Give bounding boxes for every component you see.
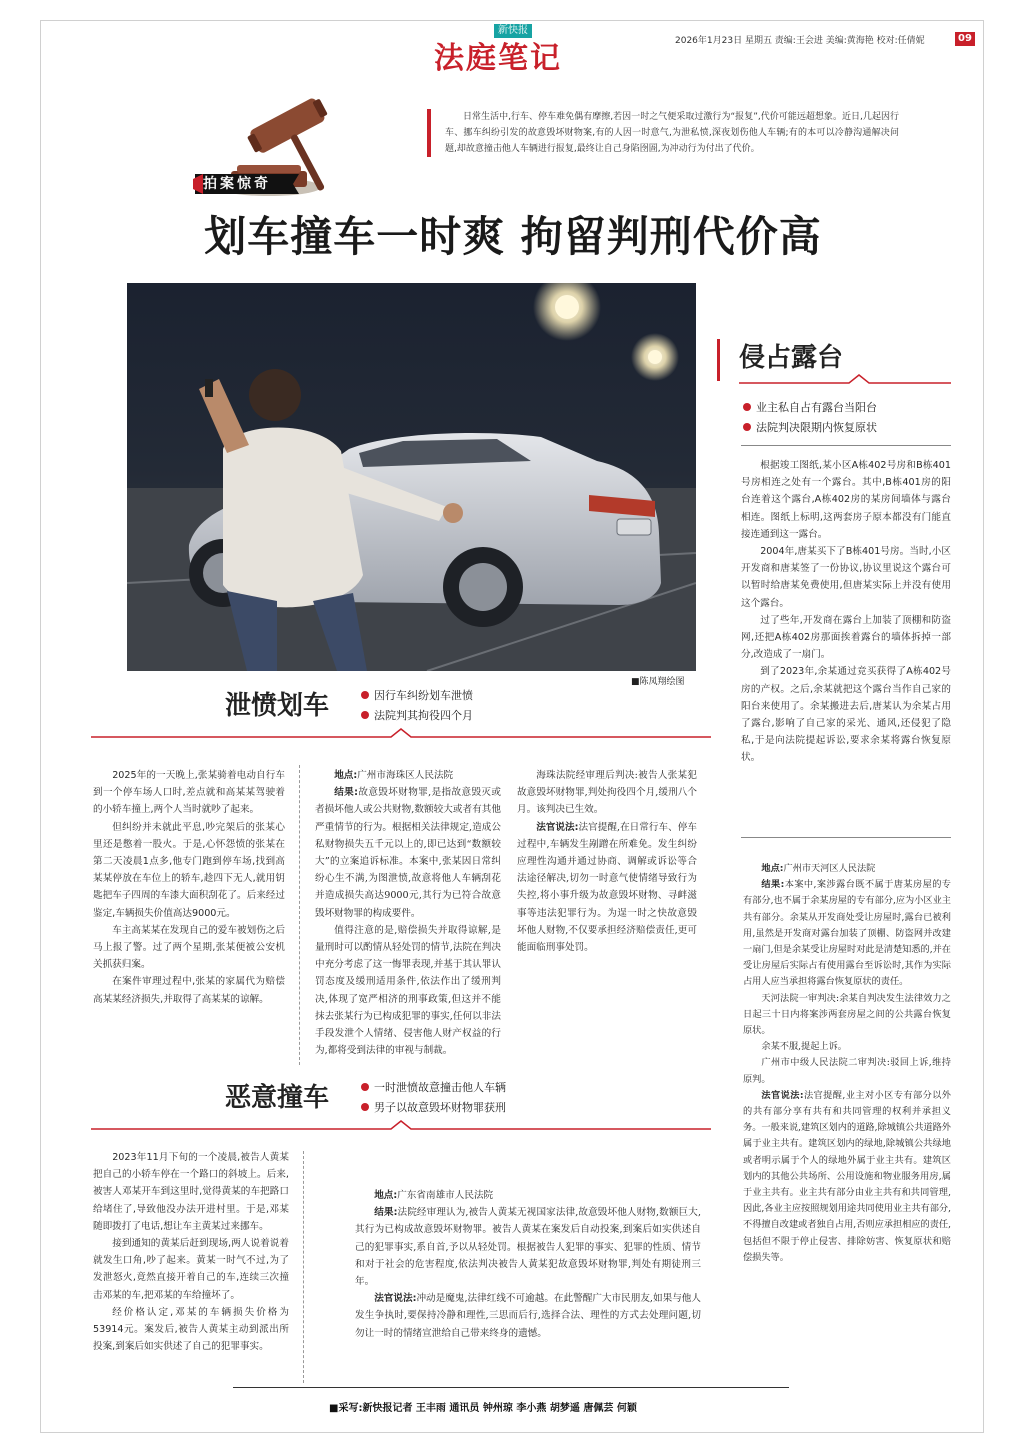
footer-rule bbox=[233, 1387, 789, 1388]
story2-case: 地点:广东省南雄市人民法院 结果:法院经审理认为,被告人黄某无视国家法律,故意毁坏他人财物,数额巨大,其行为已构成故意毁坏财物罪。被告人黄某在案发后自动投案,到案后如实供述自己的犯罪事实,系自首,予以从轻处罚。根据被告人犯罪的事实、犯罪的性质、情节和对于社会的危害程度,依法判决被告人黄某犯故意毁坏财物罪,判处有期徒刑三年。 法官说法:冲动是魔鬼,法律红线不可逾越。在此警醒广大市民朋友,如果与他人发生争执时,要保持冷静和理性,三思而后行,选择合法、理性的方式去处理问题,切勿让一时的情绪宣泄给自己带来终身的遗憾。 bbox=[355, 1190, 701, 1339]
story3-title: 侵占露台 bbox=[739, 343, 844, 373]
story3-bullet-1: 业主私自占有露台当阳台 bbox=[743, 399, 877, 416]
badge-text: 拍案惊奇 bbox=[203, 176, 271, 192]
dateline: 2026年1月23日 星期五 责编:王会进 美编:黄海艳 校对:任倩妮 bbox=[675, 36, 925, 46]
story1-bullet-2: 法院判其拘役四个月 bbox=[361, 707, 473, 724]
illustration-credit: ■陈凤翔绘图 bbox=[631, 677, 685, 687]
section-tag: 新快报 bbox=[494, 24, 532, 38]
illustration bbox=[127, 283, 696, 671]
newspaper-page bbox=[40, 20, 984, 1433]
story1-body bbox=[93, 767, 285, 1008]
story3-case: 地点:广州市天河区人民法院 结果:本案中,案涉露台既不属于唐某房屋的专有部分,也不属于余某房屋的专有部分,应为小区业主共有部分。余某从开发商处受让房屋时,露台已被利用,虽然是开发商对露台加装了顶棚、防盗网并改建一扇门,但是余某受让房屋时对此是清楚知悉的,并在受让房屋后实际占有使用露台至诉讼时,其作为实际占用人应当承担将露台恢复原状的责任。 天河法院一审判决:余某自判决发生法律效力之日起三十日内将案涉两套房屋之间的公共露台恢复原状。 余某不服,提起上诉。 广州市中级人民法院二审判决:驳回上诉,维持原判。 法官说法:法官提醒,业主对小区专有部分以外的共有部分享有共有和共同管理的权利并承担义务。一般来说,建筑区划内的道路,除城镇公共道路外属于业主共有。建筑区划内的绿地,除城镇公共绿地或者明示属于个人的绿地外属于业主共有。建筑区划内的其他公共场所、公用设施和物业服务用房,属于业主共有。业主共有部分由业主共有和共同管理,因此,各业主应按照规划用途共同使用业主共有部分,不得擅自改建或者独自占用,否则应承担相应的责任,包括但不限于停止侵害、排除妨害、恢复原状和赔偿损失等。 bbox=[743, 863, 951, 1263]
story2-body bbox=[93, 1149, 289, 1355]
story3-para: 根据竣工图纸,某小区A栋402号房和B栋401号房相连之处有一个露台。其中,B栋401房的阳台连着这个露台,A栋402房的某房间墙体与露台相连。图纸上标明,这两套房子原本都没有门能直接连通到这一露台。 bbox=[741, 460, 951, 540]
story3-mid-rule bbox=[741, 837, 951, 838]
story3-body bbox=[741, 457, 951, 767]
masthead-title: 法庭笔记 bbox=[434, 41, 562, 76]
story3-para: 2004年,唐某买下了B栋401号房。当时,小区开发商和唐某签了一份协议,协议里说这个露台可以暂时给唐某免费使用,但唐某实际上并没有使用这个露台。 bbox=[741, 546, 951, 609]
intro-paragraph: 日常生活中,行车、停车难免偶有摩擦,若因一时之气便采取过激行为“报复”,代价可能远超想象。近日,几起因行车、挪车纠纷引发的故意毁坏财物案,有的人因一时意气,为泄私愤,深夜划伤他人车辆;有的本可以冷静沟通解决问题,却故意撞击他人车辆进行报复,最终让自己身陷囹圄,为冲动行为付出了代价。 bbox=[427, 109, 899, 157]
story3-para: 到了2023年,余某通过竞买获得了A栋402号房的产权。之后,余某就把这个露台当作自己家的阳台来使用了。余某搬进去后,唐某认为余某占用了露台,影响了自己家的采光、通风,还侵犯了隐私,于是向法院提起诉讼,要求余某将露台恢复原状。 bbox=[741, 666, 951, 764]
story3-bullet-2: 法院判决限期内恢复原状 bbox=[743, 419, 877, 436]
main-headline: 划车撞车一时爽 拘留判刑代价高 bbox=[204, 212, 822, 261]
story1-para: 在案件审理过程中,张某的家属代为赔偿高某某经济损失,并取得了高某某的谅解。 bbox=[93, 976, 285, 1005]
story3-para: 过了些年,开发商在露台上加装了顶棚和防盗网,还把A栋402房那面挨着露台的墙体拆掉一部分,改造成了一扇门。 bbox=[741, 614, 951, 661]
story3-title-bar bbox=[717, 339, 720, 381]
story3-top-rule bbox=[741, 445, 951, 446]
story1-case-cont: 海珠法院经审理后判决:被告人张某犯故意毁坏财物罪,判处拘役四个月,缓刑八个月。该判决已生效。 法官说法:法官提醒,在日常行车、停车过程中,车辆发生剐蹭在所难免。发生纠纷应理性沟通并通过协商、调解或诉讼等合法途径解决,切勿一时意气使情绪导致行为失控,将小事升级为故意毁坏财物、寻衅滋事等违法犯罪行为。为逞一时之快故意毁坏他人财物,不仅要承担经济赔偿责任,更可能面临刑事处罚。 bbox=[517, 770, 697, 954]
story1-bullet-1: 因行车纠纷划车泄愤 bbox=[361, 687, 473, 704]
story2-para: 接到通知的黄某后赶到现场,两人说着说着就发生口角,吵了起来。黄某一时气不过,为了发泄怒火,竟然直接开着自己的车,连续三次撞击邓某的车,把邓某的车给撞坏了。 bbox=[93, 1238, 289, 1301]
story1-para: 车主高某某在发现自己的爱车被划伤之后马上报了警。过了两个星期,张某便被公安机关抓获归案。 bbox=[93, 924, 285, 971]
story1-para: 但纠纷并未就此平息,吵完架后的张某心里还是憋着一股火。于是,心怀怨愤的张某在第二天凌晨1点多,他专门跑到停车场,找到高某某停放在车位上的轿车,趁四下无人,就用钥匙把车子四周的车漆大面积刮花了。后来经过鉴定,车辆损失价值高达9000元。 bbox=[93, 821, 285, 919]
car-scratching-illustration bbox=[127, 283, 696, 671]
story2-bullet-2: 男子以故意毁坏财物罪获刑 bbox=[361, 1099, 506, 1116]
byline: ■采写:新快报记者 王丰雨 通讯员 钟州琼 李小燕 胡梦遥 唐佩芸 何颖 bbox=[329, 1403, 637, 1414]
story1-case: 地点:广州市海珠区人民法院 结果:故意毁坏财物罪,是指故意毁灭或者损坏他人或公共财物,数额较大或者有其他严重情节的行为。根据相关法律规定,造成公私财物损失五千元以上的,即已达到“数额较大”的立案追诉标准。本案中,张某因日常纠纷心生不满,为图泄愤,故意将他人车辆刮花并造成损失高达9000元,其行为已符合故意毁坏财物罪的构成要件。 值得注意的是,赔偿损失并取得谅解,是量刑时可以酌情从轻处罚的情节,法院在判决中充分考虑了这一悔罪表现,并基于其认罪认罚态度及缓刑适用条件,依法作出了缓刑判决,体现了宽严相济的刑事政策,但这并不能抹去张某行为已构成犯罪的事实,任何以非法手段发泄个人情绪、侵害他人财产权益的行为,都将受到法律的审视与制裁。 bbox=[315, 770, 501, 1057]
story3-rule bbox=[739, 373, 951, 387]
story1-rule bbox=[91, 727, 711, 741]
story1-para: 2025年的一天晚上,张某骑着电动自行车到一个停车场人口时,差点就和高某某驾驶着的小轿车撞上,两个人当时就吵了起来。 bbox=[93, 770, 285, 816]
story2-rule bbox=[91, 1119, 711, 1133]
story2-para: 2023年11月下旬的一个凌晨,被告人黄某把自己的小轿车停在一个路口的斜坡上。后来,被害人邓某开车到这里时,觉得黄某的车把路口给堵住了,导致他没办法开进村里。于是,邓某随即拨打了电话,想让车主黄某过来挪车。 bbox=[93, 1152, 289, 1232]
story1-title: 泄愤划车 bbox=[225, 691, 330, 721]
story2-bullet-1: 一时泄愤故意撞击他人车辆 bbox=[361, 1079, 506, 1096]
page-number: 09 bbox=[955, 32, 975, 46]
column-divider bbox=[299, 765, 300, 1065]
column-divider bbox=[303, 1151, 304, 1383]
story2-para: 经价格认定,邓某的车辆损失价格为53914元。案发后,被告人黄某主动到派出所投案,到案后如实供述了自己的犯罪事实。 bbox=[93, 1306, 289, 1353]
story2-title: 恶意撞车 bbox=[225, 1083, 330, 1113]
